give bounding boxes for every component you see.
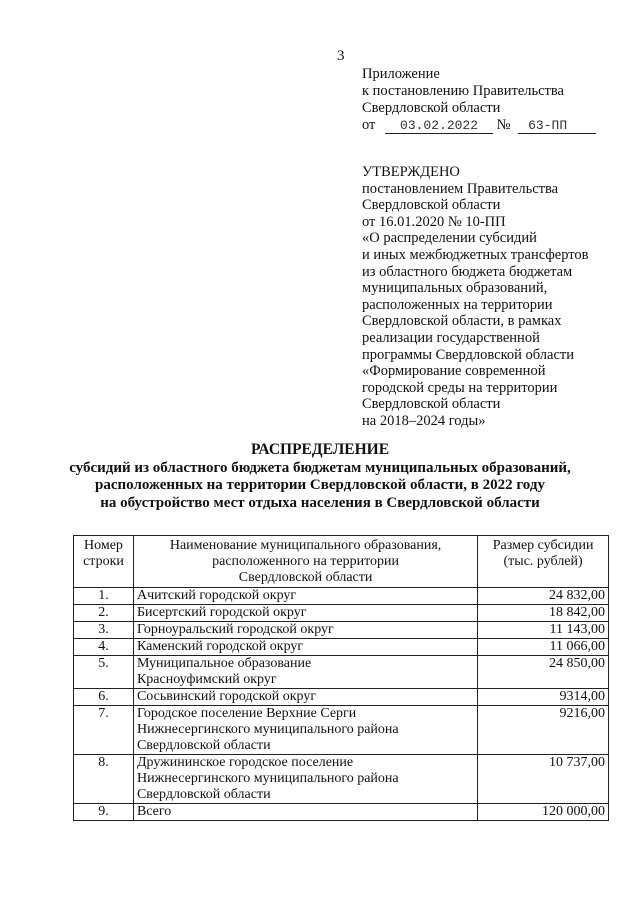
municipality-name-line: Дружининское городское поселение (136, 755, 354, 770)
municipality-name (133, 622, 477, 639)
date-prefix: от (362, 117, 376, 133)
approved-line: от 16.01.2020 № 10-ПП (362, 213, 506, 230)
municipality-name (133, 689, 477, 706)
subsidy-amount: 9216,00 (478, 706, 609, 755)
page-number: 3 (337, 48, 345, 64)
row-number: 9. (74, 804, 134, 821)
table-row (74, 605, 609, 622)
row-number: 6. (74, 689, 134, 706)
row-number: 1. (74, 588, 134, 605)
approved-line: расположенных на территории (362, 296, 553, 313)
approved-line: на 2018–2024 годы» (362, 412, 486, 429)
municipality-name (133, 588, 477, 605)
municipality-name-line: Свердловской области (136, 738, 271, 753)
title-line: субсидий из областного бюджета бюджетам муниципальных образований, (69, 459, 571, 476)
municipality-name-line: Ачитский городской округ (136, 588, 297, 603)
approved-line: и иных межбюджетных трансфертов (362, 246, 589, 263)
header-amount (478, 536, 609, 588)
row-number: 2. (74, 605, 134, 622)
appendix-date-line (362, 117, 596, 134)
subsidy-table (73, 535, 609, 821)
approved-line: Свердловской области, в рамках (362, 313, 562, 330)
header-text: Свердловской области (238, 570, 373, 585)
table-row (74, 804, 609, 821)
subsidy-amount: 10 737,00 (478, 755, 609, 804)
appendix-line: Приложение (362, 66, 440, 82)
municipality-name-line: Бисертский городской округ (136, 605, 307, 620)
approved-line: муниципальных образований, (362, 280, 548, 297)
municipality-name (133, 605, 477, 622)
header-text: Номер (84, 538, 123, 553)
header-text: Наименование муниципального образования, (169, 538, 442, 553)
table-row (74, 622, 609, 639)
row-number: 8. (74, 755, 134, 804)
row-number: 7. (74, 706, 134, 755)
subsidy-amount: 9314,00 (478, 689, 609, 706)
row-number: 5. (74, 656, 134, 689)
subsidy-amount: 18 842,00 (478, 605, 609, 622)
approved-line: «Формирование современной (362, 363, 546, 380)
header-text: строки (83, 554, 124, 569)
table-row (74, 639, 609, 656)
table-row (74, 588, 609, 605)
municipality-name-line: Городское поселение Верхние Серги (136, 706, 357, 721)
appendix-line: Свердловской области (362, 100, 501, 116)
approval-block (362, 164, 589, 430)
approved-line: Свердловской области (362, 197, 501, 214)
subsidy-amount: 11 143,00 (478, 622, 609, 639)
approved-line: городской среды на территории (362, 379, 558, 396)
subsidy-amount: 24 832,00 (478, 588, 609, 605)
subsidy-amount: 120 000,00 (478, 804, 609, 821)
approved-line: программы Свердловской области (362, 346, 575, 363)
municipality-name (133, 639, 477, 656)
row-number: 3. (74, 622, 134, 639)
approved-line: реализации государственной (362, 329, 540, 346)
table-row (74, 755, 609, 804)
header-text: расположенного на территории (212, 554, 400, 569)
document-title (20, 441, 620, 512)
header-text: Размер субсидии (492, 538, 594, 553)
header-text: (тыс. рублей) (503, 554, 583, 569)
title-line: расположенных на территории Свердловской области, в 2022 году (95, 477, 545, 493)
municipality-name-line: Свердловской области (136, 787, 271, 802)
approved-line: «О распределении субсидий (362, 230, 537, 247)
municipality-name-line: Нижнесергинского муниципального района (136, 771, 399, 786)
municipality-name-line: Муниципальное образование (136, 656, 312, 671)
appendix-header (362, 66, 596, 134)
subsidy-amount: 24 850,00 (478, 656, 609, 689)
table-header-row (74, 536, 609, 588)
table-row (74, 706, 609, 755)
municipality-name-line: Каменский городской округ (136, 639, 304, 654)
municipality-name (133, 706, 477, 755)
appendix-line: к постановлению Правительства (362, 83, 564, 99)
row-number: 4. (74, 639, 134, 656)
table-row (74, 689, 609, 706)
title-line: на обустройство мест отдыха населения в Свердловской области (100, 494, 540, 511)
subsidy-amount: 11 066,00 (478, 639, 609, 656)
municipality-name-line: Нижнесергинского муниципального района (136, 722, 399, 737)
municipality-name-line: Всего (136, 804, 172, 819)
municipality-name (133, 755, 477, 804)
approved-line: из областного бюджета бюджетам (362, 263, 573, 280)
approved-heading: УТВЕРЖДЕНО (362, 164, 460, 180)
header-municipality (133, 536, 477, 588)
approved-line: постановлением Правительства (362, 180, 559, 197)
header-row-number (74, 536, 134, 588)
table-row (74, 656, 609, 689)
municipality-name (133, 656, 477, 689)
municipality-name (133, 804, 477, 821)
handwritten-date: 03.02.2022 (385, 119, 493, 134)
municipality-name-line: Горноуральский городской округ (136, 622, 334, 637)
title-main: РАСПРЕДЕЛЕНИЕ (250, 441, 390, 458)
municipality-name-line: Красноуфимский округ (136, 672, 277, 687)
municipality-name-line: Сосьвинский городской округ (136, 689, 317, 704)
handwritten-number: 63-ПП (518, 119, 596, 134)
number-prefix: № (496, 117, 511, 133)
approved-line: Свердловской области (362, 396, 501, 413)
